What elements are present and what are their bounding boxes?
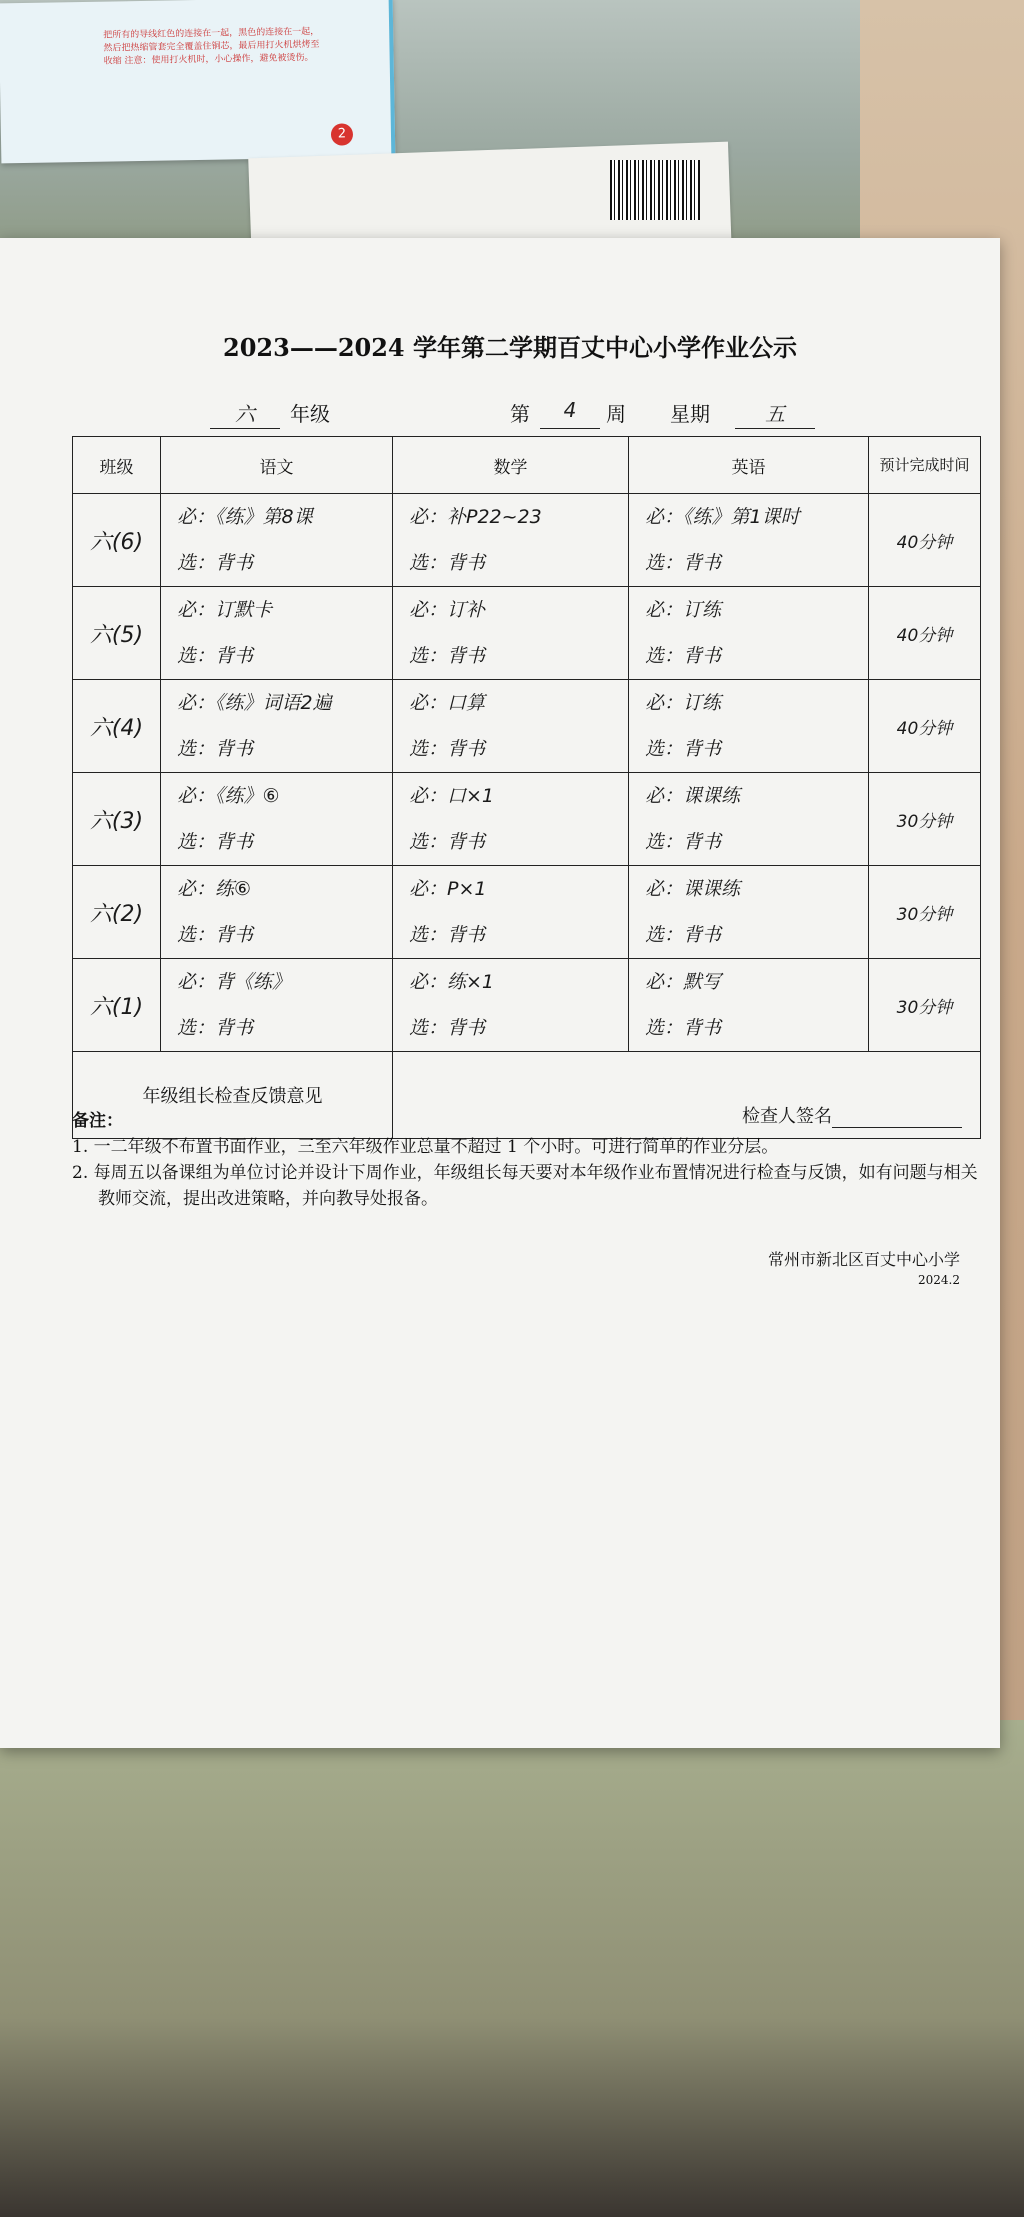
required-text: 必：P×1 — [409, 878, 487, 900]
feedback-label: 年级组长检查反馈意见 — [73, 1052, 393, 1139]
required-text: 必：订练 — [645, 599, 722, 621]
note-item: 2. 每周五以备课组为单位讨论并设计下周作业，年级组长每天要对本年级作业布置情况进行检查与反馈，如有问题与相关教师交流，提出改进策略，并向教导处报备。 — [72, 1163, 978, 1209]
optional-text: 选：背书 — [409, 831, 486, 853]
week-label: 周 — [606, 402, 626, 426]
school-signature — [710, 1250, 960, 1290]
chinese-cell — [161, 959, 393, 1052]
required-text: 必：订练 — [645, 692, 722, 714]
required-text: 必：课课练 — [645, 785, 741, 807]
optional-text: 选：背书 — [409, 645, 486, 667]
optional-text: 选：背书 — [409, 552, 486, 574]
optional-text: 选：背书 — [409, 1017, 486, 1039]
class-cell: 六(3) — [73, 773, 161, 866]
notes-section — [72, 1108, 992, 1212]
chinese-cell — [161, 866, 393, 959]
homework-table — [72, 436, 981, 1139]
required-text: 必：订默卡 — [177, 599, 273, 621]
document-date: 2024.2 — [918, 1273, 960, 1287]
required-text: 必：课课练 — [645, 878, 741, 900]
required-text: 必：补P22~23 — [409, 506, 542, 528]
notes-heading: 备注： — [72, 1111, 123, 1131]
class-cell: 六(2) — [73, 866, 161, 959]
time-cell: 40分钟 — [869, 680, 981, 773]
optional-text: 选：背书 — [177, 831, 254, 853]
math-cell — [393, 494, 629, 587]
table-row — [73, 959, 981, 1052]
booklet-page-badge: 2 — [331, 123, 353, 145]
weekday-value: 五 — [735, 398, 815, 429]
required-text: 必：口×1 — [409, 785, 495, 807]
time-cell: 30分钟 — [869, 773, 981, 866]
time-cell: 40分钟 — [869, 587, 981, 680]
weekday-label: 星期 — [670, 402, 710, 426]
english-cell — [629, 680, 869, 773]
optional-text: 选：背书 — [177, 1017, 254, 1039]
week-value: 4 — [540, 398, 600, 429]
header-time: 预计完成时间 — [869, 437, 981, 494]
barcode-image — [610, 160, 700, 220]
math-cell — [393, 680, 629, 773]
header-class: 班级 — [73, 437, 161, 494]
required-text: 必：《练》第8课 — [177, 506, 313, 528]
math-cell — [393, 587, 629, 680]
optional-text: 选：背书 — [645, 552, 722, 574]
english-cell — [629, 866, 869, 959]
optional-text: 选：背书 — [645, 924, 722, 946]
chinese-cell — [161, 773, 393, 866]
chinese-cell — [161, 680, 393, 773]
desk-background-bottom — [0, 1720, 1024, 2217]
optional-text: 选：背书 — [645, 1017, 722, 1039]
grade-week-row — [235, 398, 850, 438]
math-cell — [393, 959, 629, 1052]
note-item: 1. 一二年级不布置书面作业，三至六年级作业总量不超过 1 个小时。可进行简单的作业分层。 — [72, 1137, 779, 1157]
optional-text: 选：背书 — [645, 738, 722, 760]
english-cell — [629, 494, 869, 587]
optional-text: 选：背书 — [645, 645, 722, 667]
signature-label: 检查人签名 — [742, 1106, 832, 1127]
table-row — [73, 773, 981, 866]
time-cell: 30分钟 — [869, 959, 981, 1052]
optional-text: 选：背书 — [177, 924, 254, 946]
required-text: 必：《练》第1课时 — [645, 506, 800, 528]
homework-notice-paper — [0, 238, 1000, 1748]
optional-text: 选：背书 — [645, 831, 722, 853]
required-text: 必：默写 — [645, 971, 722, 993]
instruction-booklet — [0, 0, 395, 163]
optional-text: 选：背书 — [409, 924, 486, 946]
header-math: 数学 — [393, 437, 629, 494]
school-name: 常州市新北区百丈中心小学 — [767, 1250, 960, 1269]
table-header-row — [73, 437, 981, 494]
week-prefix: 第 — [510, 402, 530, 426]
header-english: 英语 — [629, 437, 869, 494]
required-text: 必：《练》⑥ — [177, 785, 280, 807]
required-text: 必：口算 — [409, 692, 486, 714]
table-row — [73, 680, 981, 773]
chinese-cell — [161, 587, 393, 680]
header-chinese: 语文 — [161, 437, 393, 494]
optional-text: 选：背书 — [409, 738, 486, 760]
table-row — [73, 866, 981, 959]
optional-text: 选：背书 — [177, 738, 254, 760]
class-cell: 六(5) — [73, 587, 161, 680]
table-row — [73, 587, 981, 680]
table-row — [73, 494, 981, 587]
class-cell: 六(6) — [73, 494, 161, 587]
document-title: 2023——2024 学年第二学期百丈中心小学作业公示 — [223, 333, 797, 362]
booklet-text: 把所有的导线红色的连接在一起，黑色的连接在一起，然后把热缩管套完全覆盖住铜芯，最后用打火机烘烤至收缩 注意：使用打火机时，小心操作，避免被烫伤。 — [103, 26, 320, 67]
math-cell — [393, 866, 629, 959]
english-cell — [629, 587, 869, 680]
optional-text: 选：背书 — [177, 552, 254, 574]
required-text: 必：订补 — [409, 599, 486, 621]
time-cell: 40分钟 — [869, 494, 981, 587]
time-cell: 30分钟 — [869, 866, 981, 959]
english-cell — [629, 773, 869, 866]
required-text: 必：练⑥ — [177, 878, 252, 900]
class-cell: 六(1) — [73, 959, 161, 1052]
required-text: 必：《练》词语2遍 — [177, 692, 332, 714]
chinese-cell — [161, 494, 393, 587]
grade-label: 年级 — [290, 402, 330, 426]
class-cell: 六(4) — [73, 680, 161, 773]
required-text: 必：背《练》 — [177, 971, 292, 993]
required-text: 必：练×1 — [409, 971, 495, 993]
math-cell — [393, 773, 629, 866]
optional-text: 选：背书 — [177, 645, 254, 667]
english-cell — [629, 959, 869, 1052]
grade-value: 六 — [210, 398, 280, 429]
